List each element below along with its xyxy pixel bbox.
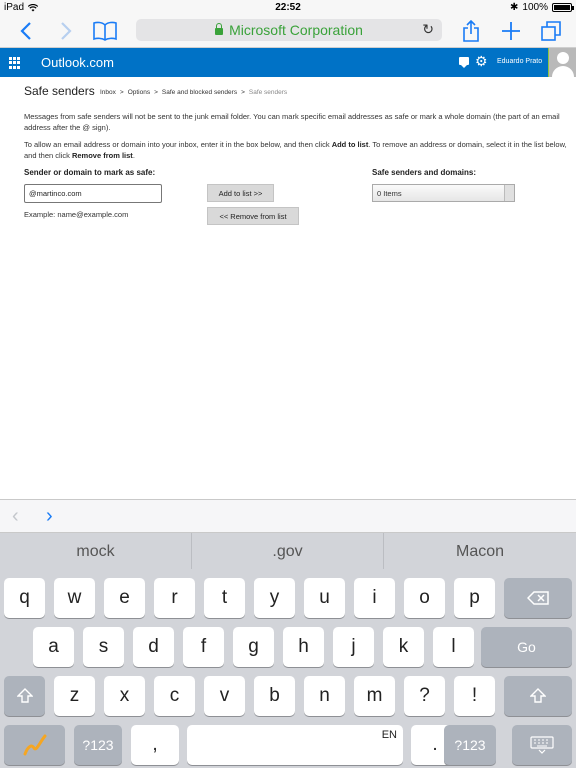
chevron-right-icon[interactable] (56, 18, 76, 44)
avatar[interactable] (548, 48, 576, 77)
url-title: Microsoft Corporation (229, 22, 363, 38)
suggestion-item[interactable]: .gov (192, 533, 384, 570)
key-m[interactable]: m (354, 676, 395, 716)
key-j[interactable]: j (333, 627, 374, 667)
chat-icon[interactable] (459, 57, 469, 65)
form-navigation-bar (0, 499, 576, 532)
key-p[interactable]: p (454, 578, 495, 618)
key-w[interactable]: w (54, 578, 95, 618)
breadcrumb-separator: > (241, 89, 245, 96)
battery-icon (552, 3, 572, 12)
key-g[interactable]: g (233, 627, 274, 667)
keyboard (0, 569, 576, 768)
tabs-icon[interactable] (540, 18, 562, 44)
key-b[interactable]: b (254, 676, 295, 716)
url-field[interactable] (136, 19, 442, 41)
select-arrow-icon (504, 185, 514, 201)
battery-percent: 100% (522, 2, 548, 13)
add-to-list-button[interactable]: Add to list >> (207, 184, 274, 202)
backspace-icon[interactable] (504, 578, 572, 618)
safe-senders-label: Safe senders and domains: (372, 168, 477, 177)
status-bar (0, 0, 576, 16)
shift-icon[interactable] (504, 676, 572, 716)
safe-senders-select[interactable] (372, 184, 515, 202)
page-title: Safe senders (24, 84, 95, 98)
outlook-header (0, 48, 576, 77)
remove-from-list-button[interactable]: << Remove from list (207, 207, 299, 225)
app-launcher-icon[interactable] (9, 57, 21, 69)
breadcrumb-separator: > (119, 89, 124, 96)
handwriting-icon[interactable] (4, 725, 65, 765)
example-text: Example: name@example.com (24, 210, 129, 219)
key-y[interactable]: y (254, 578, 295, 618)
numbers-key[interactable]: ?123 (74, 725, 122, 765)
outlook-brand[interactable]: Outlook.com (41, 55, 114, 70)
key-f[interactable]: f (183, 627, 224, 667)
battery-fill (554, 5, 570, 10)
safe-senders-value: 0 Items (377, 188, 402, 198)
bluetooth-icon: ✱ (510, 2, 519, 13)
key-u[interactable]: u (304, 578, 345, 618)
key-t[interactable]: t (204, 578, 245, 618)
key-k[interactable]: k (383, 627, 424, 667)
key-exclamation[interactable]: ! (454, 676, 495, 716)
safari-toolbar (0, 16, 576, 48)
plus-icon[interactable] (500, 18, 522, 44)
space-key[interactable] (187, 725, 403, 765)
reload-icon[interactable]: ↻ (422, 21, 434, 37)
breadcrumb-options[interactable]: Options (127, 89, 151, 96)
next-field-icon[interactable]: › (46, 505, 53, 527)
key-question[interactable]: ? (404, 676, 445, 716)
key-z[interactable]: z (54, 676, 95, 716)
breadcrumb-inbox[interactable]: Inbox (100, 89, 116, 96)
key-comma[interactable]: , (131, 725, 179, 765)
status-right (510, 2, 572, 13)
shift-icon[interactable] (4, 676, 45, 716)
sender-input[interactable] (24, 184, 162, 203)
book-icon[interactable] (92, 18, 118, 44)
key-r[interactable]: r (154, 578, 195, 618)
key-e[interactable]: e (104, 578, 145, 618)
key-s[interactable]: s (83, 627, 124, 667)
key-n[interactable]: n (304, 676, 345, 716)
key-h[interactable]: h (283, 627, 324, 667)
breadcrumb-current: Safe senders (248, 89, 288, 96)
key-period[interactable]: . (411, 725, 459, 765)
suggestion-bar (0, 532, 576, 569)
description-text: Messages from safe senders will not be sent to the junk email folder. You can mark specific email addresses as safe or mark a whole domain (the part of an email address after the @ sign). (24, 112, 560, 132)
lock-icon (215, 28, 223, 35)
keyboard-dismiss-icon[interactable] (512, 725, 572, 765)
status-time: 22:52 (275, 2, 301, 13)
key-i[interactable]: i (354, 578, 395, 618)
key-l[interactable]: l (433, 627, 474, 667)
key-x[interactable]: x (104, 676, 145, 716)
key-d[interactable]: d (133, 627, 174, 667)
sender-label: Sender or domain to mark as safe: (24, 168, 156, 177)
share-icon[interactable] (460, 18, 482, 44)
instructions-text: To allow an email address or domain into your inbox, enter it in the box below, and then click Add to list. To remove an address or domain, select it in the list below, and then click Remove from list. (24, 140, 567, 160)
previous-field-icon[interactable]: ‹ (12, 505, 19, 527)
suggestion-item[interactable]: Macon (455, 542, 505, 560)
key-a[interactable]: a (33, 627, 74, 667)
breadcrumb (100, 89, 287, 96)
user-name[interactable]: Eduardo Prato (497, 58, 543, 65)
numbers-key-right[interactable]: ?123 (444, 725, 496, 765)
device-name: iPad (4, 2, 25, 13)
key-q[interactable]: q (4, 578, 45, 618)
key-v[interactable]: v (204, 676, 245, 716)
chevron-left-icon[interactable] (16, 18, 36, 44)
gear-icon[interactable]: ⚙ (475, 53, 488, 69)
go-key[interactable]: Go (481, 627, 572, 667)
key-o[interactable]: o (404, 578, 445, 618)
breadcrumb-separator: > (154, 89, 158, 96)
language-label: EN (381, 729, 397, 741)
suggestion-item[interactable]: mock (0, 533, 192, 570)
breadcrumb-safe-blocked[interactable]: Safe and blocked senders (161, 89, 238, 96)
key-c[interactable]: c (154, 676, 195, 716)
main-content (0, 77, 576, 499)
